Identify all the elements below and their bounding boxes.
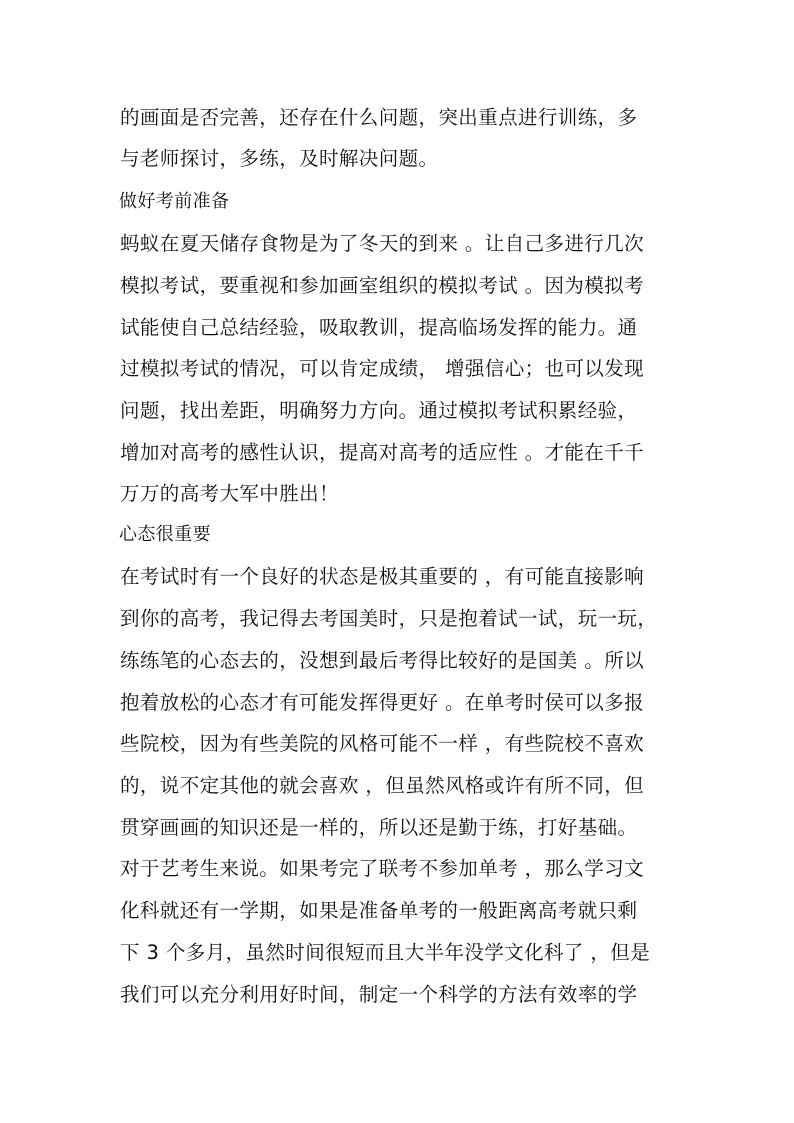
- section-heading-exam-preparation: 做好考前准备: [119, 191, 230, 212]
- body-text-line: 对于艺考生来说。如果考完了联考不参加单考 ，那么学习文: [120, 857, 644, 880]
- body-text-line: 在考试时有一个良好的状态是极其重要的 ，有可能直接影响: [120, 565, 644, 588]
- body-text-line: 练练笔的心态去的，没想到最后考得比较好的是国美 。所以: [120, 649, 644, 672]
- body-text-line: 模拟考试，要重视和参加画室组织的模拟考试 。因为模拟考: [120, 274, 644, 297]
- body-text-line: 过模拟考试的情况，可以肯定成绩， 增强信心；也可以发现: [120, 357, 644, 380]
- body-text-line: 的，说不定其他的就会喜欢 ，但虽然风格或许有所不同，但: [120, 774, 644, 797]
- body-text-line: 蚂蚁在夏天储存食物是为了冬天的到来 。让自己多进行几次: [120, 232, 644, 255]
- body-text-line: 的画面是否完善，还存在什么问题，突出重点进行训练，多: [120, 106, 638, 129]
- body-text-line: 贯穿画画的知识还是一样的，所以还是勤于练，打好基础。: [120, 816, 638, 839]
- section-heading-mindset: 心态很重要: [119, 524, 211, 545]
- body-text-line: 些院校，因为有些美院的风格可能不一样 ，有些院校不喜欢: [120, 732, 644, 755]
- body-text-line: 下 3 个多月，虽然时间很短而且大半年没学文化科了 ，但是: [120, 941, 651, 964]
- body-text-line: 问题，找出差距，明确努力方向。通过模拟考试积累经验，: [120, 399, 638, 422]
- body-text-line: 抱着放松的心态才有可能发挥得更好 。在单考时侯可以多报: [120, 691, 644, 714]
- body-text-line: 试能使自己总结经验，吸取教训，提高临场发挥的能力。通: [120, 316, 638, 339]
- body-text-line: 万万的高考大军中胜出！: [120, 482, 339, 505]
- body-text-line: 增加对高考的感性认识，提高对高考的适应性 。才能在千千: [120, 441, 644, 464]
- body-text-line: 到你的高考，我记得去考国美时，只是抱着试一试，玩一玩，: [120, 607, 658, 630]
- body-text-line: 我们可以充分利用好时间，制定一个科学的方法有效率的学: [120, 983, 638, 1006]
- body-text-line: 与老师探讨，多练，及时解决问题。: [120, 147, 439, 170]
- body-text-line: 化科就还有一学期，如果是准备单考的一般距离高考就只剩: [120, 899, 638, 922]
